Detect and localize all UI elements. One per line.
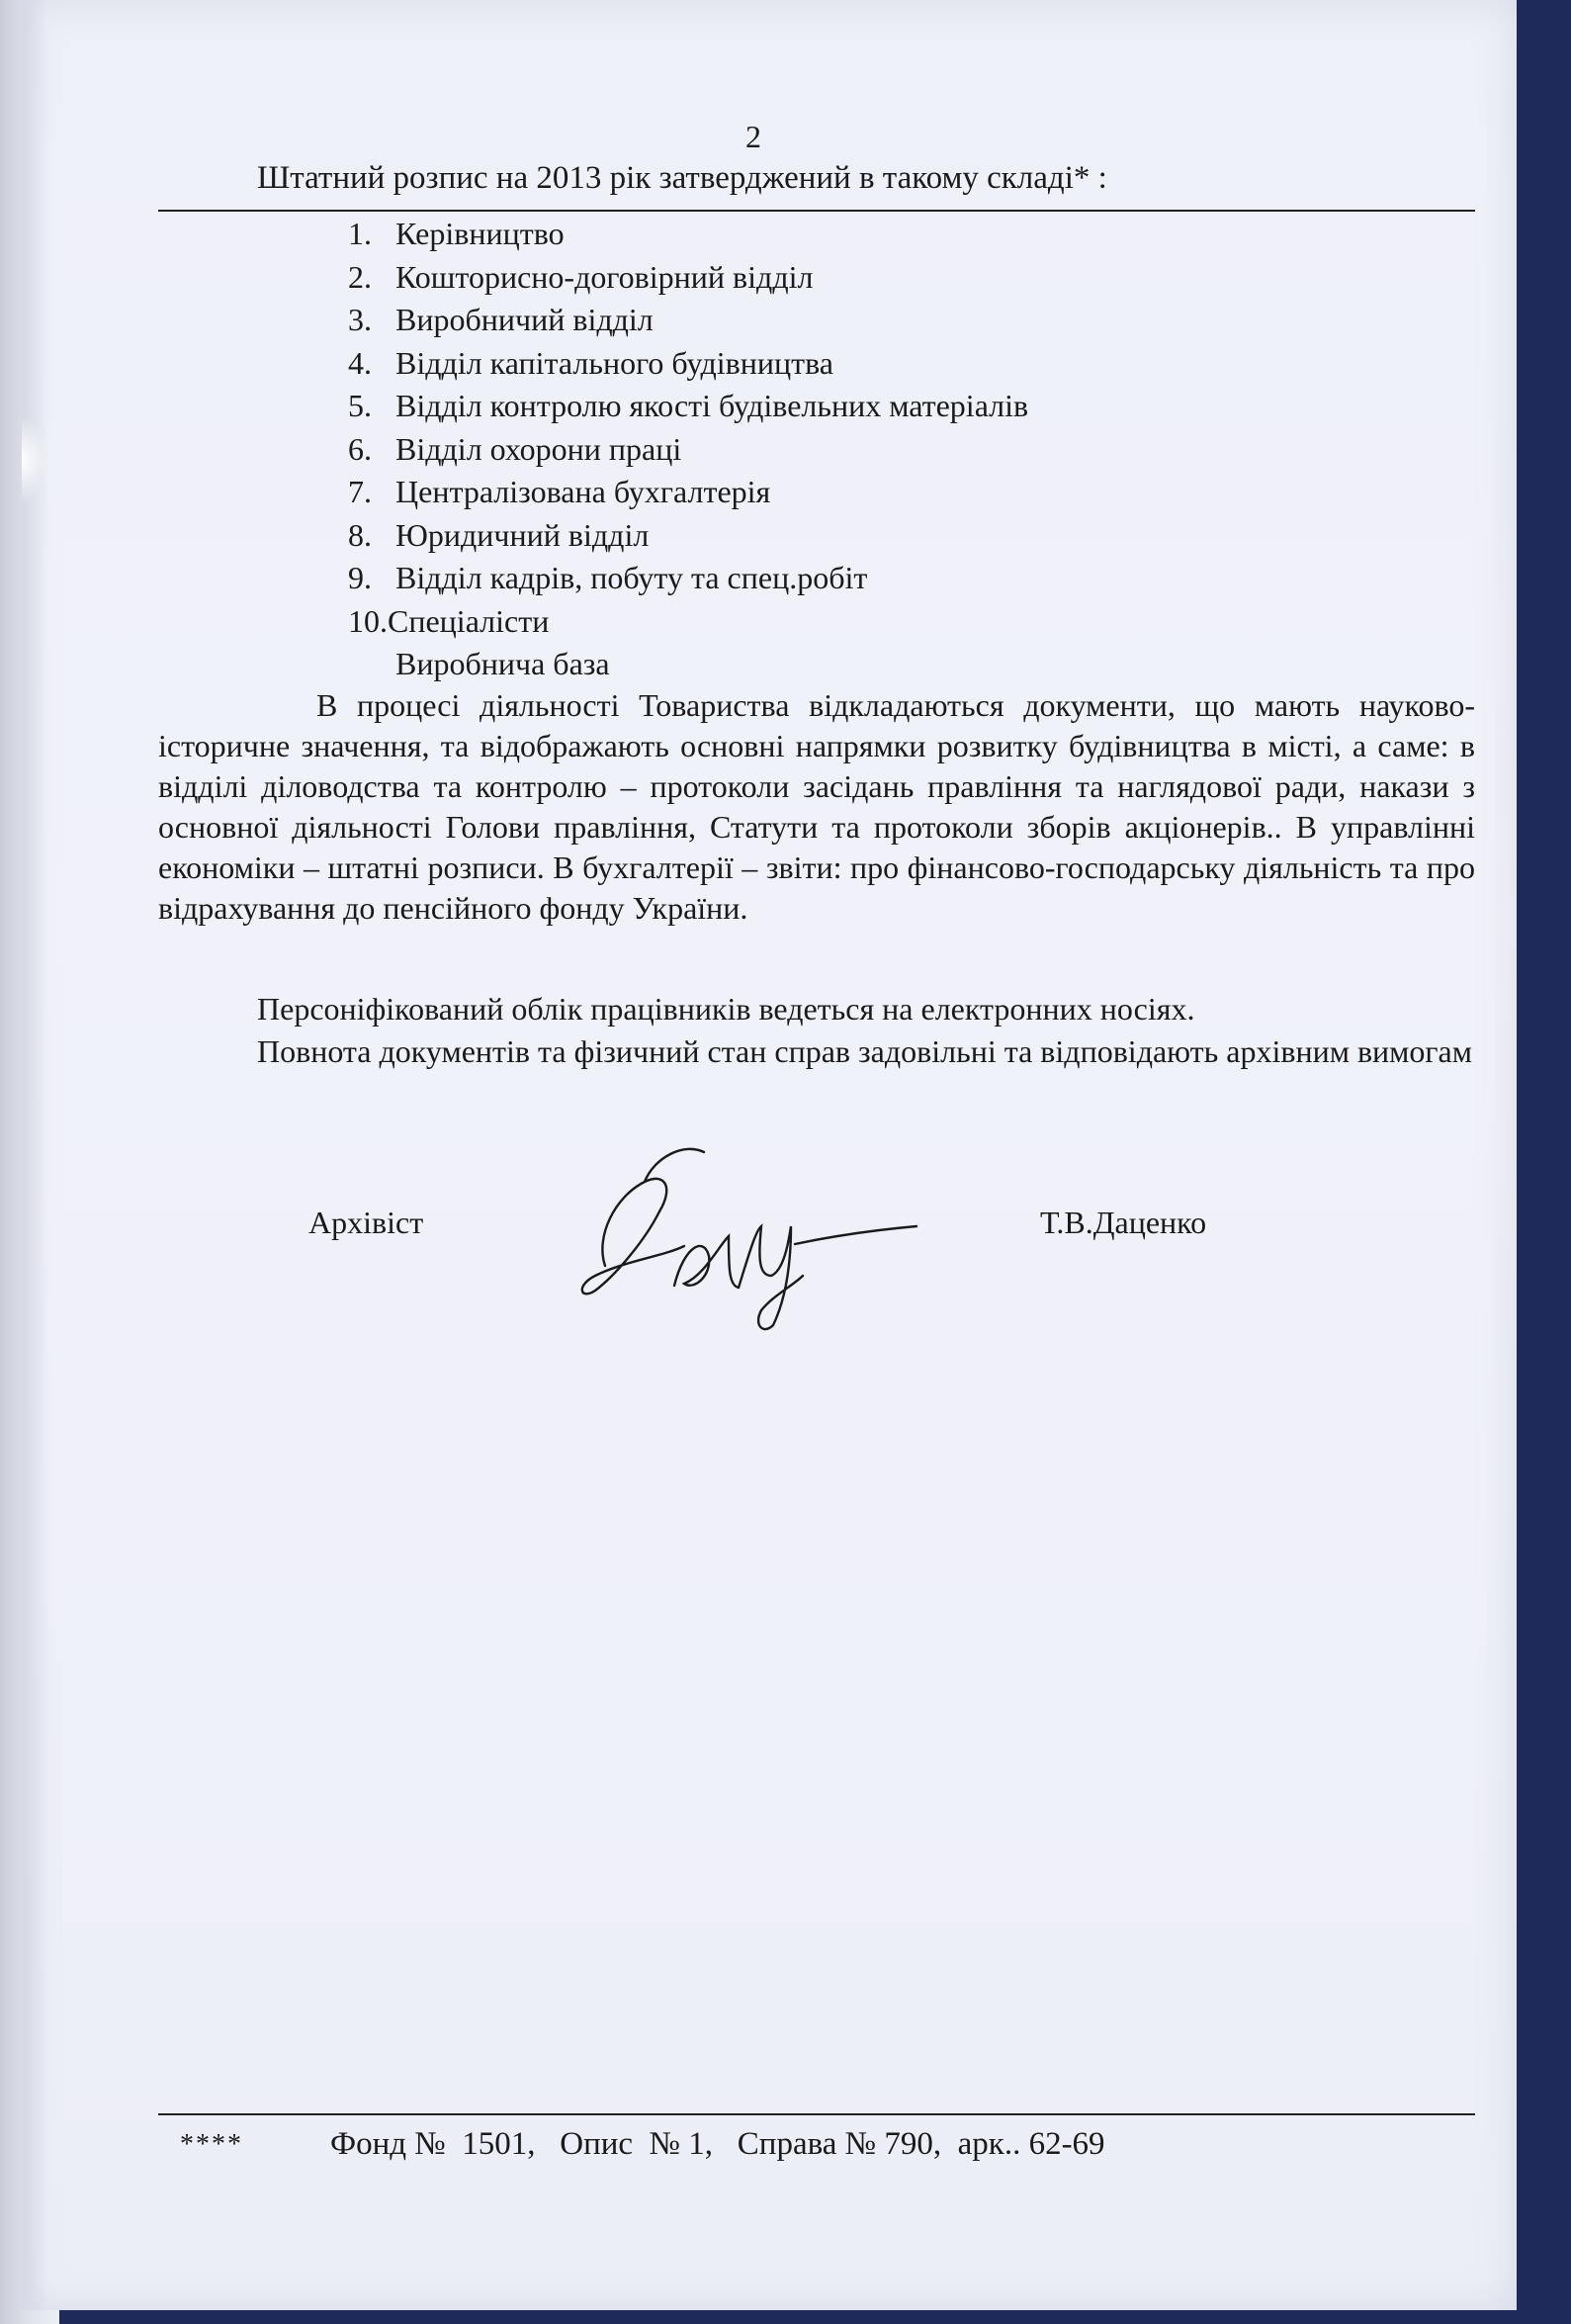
heading-rule bbox=[158, 210, 1475, 212]
list-item-label: Відділ кадрів, побуту та спец.робіт bbox=[395, 560, 868, 595]
list-item bbox=[348, 299, 1028, 342]
signatory-role: Архівіст bbox=[308, 1205, 424, 1240]
list-item bbox=[348, 600, 1028, 644]
list-item-label: Відділ капітального будівництва bbox=[395, 344, 833, 381]
list-item-label: Відділ охорони праці bbox=[395, 430, 682, 467]
document-page bbox=[22, 0, 1517, 2310]
activity-paragraph: В процесі діяльності Товариства відкладаються документи, що мають науково-історичне значення, та відображають основні напрямки розвитку будівництва в місті, а саме: в відділі діловодства та контролю – протоколи засідань правління та наглядової ради, накази з основної діяльності Голови правління, Статути та протоколи зборів акціонерів.. В управлінні економіки – штатні розписи. В бухгалтерії – звіти: про фінансово-господарську діяльність та про відрахування до пенсійного фонду України. bbox=[158, 687, 1475, 926]
list-item-number: 1. bbox=[348, 216, 372, 251]
document-heading: Штатний розпис на 2013 рік затверджений в такому складі* : bbox=[257, 160, 1107, 196]
list-item-label: Відділ контролю якості будівельних матеріалів bbox=[395, 388, 1029, 423]
list-item-label: Спеціалісти bbox=[388, 602, 550, 639]
footnote-reference: Фонд № 1501, Опис № 1, Справа № 790, арк.. 62-69 bbox=[330, 2126, 1105, 2162]
personnel-paragraph: Персоніфікований облік працівників ведеться на електронних носіях. bbox=[257, 991, 1195, 1027]
list-item bbox=[348, 514, 1028, 558]
handwritten-signature bbox=[536, 1127, 931, 1335]
list-item-number: 5. bbox=[348, 388, 372, 423]
list-item-label: Виробничий відділ bbox=[395, 302, 654, 337]
list-item bbox=[348, 471, 1028, 514]
list-item-number: 4. bbox=[348, 344, 372, 381]
list-item bbox=[348, 557, 1028, 600]
list-item-label: Керівництво bbox=[395, 216, 565, 251]
list-item bbox=[348, 385, 1028, 428]
list-item-number: 8. bbox=[348, 516, 372, 553]
list-item-number: 6. bbox=[348, 430, 372, 467]
list-item bbox=[348, 256, 1028, 300]
paper-scuff bbox=[22, 415, 47, 504]
list-item-number: 2. bbox=[348, 258, 372, 295]
footnote-rule bbox=[158, 2113, 1475, 2115]
completeness-paragraph: Повнота документів та фізичний стан справ задовільні та відповідають архівним вимогам bbox=[257, 1033, 1472, 1069]
list-item-label: Юридичний відділ bbox=[395, 516, 650, 553]
list-item bbox=[348, 428, 1028, 472]
signatory-name: Т.В.Даценко bbox=[1040, 1205, 1207, 1240]
list-item-number: 9. bbox=[348, 560, 372, 595]
list-subitem: Виробнича база bbox=[395, 646, 610, 681]
list-item bbox=[348, 213, 1028, 256]
page-number: 2 bbox=[745, 119, 761, 154]
list-item-number: 7. bbox=[348, 474, 372, 509]
page-edge bbox=[22, 0, 47, 2310]
department-list bbox=[348, 213, 1028, 686]
list-item-label: Кошторисно-договірний відділ bbox=[395, 258, 814, 295]
list-item bbox=[348, 342, 1028, 386]
list-item-number: 3. bbox=[348, 302, 372, 337]
footnote-mark: **** bbox=[180, 2129, 243, 2160]
list-item-label: Централізована бухгалтерія bbox=[395, 474, 771, 509]
list-item-number: 10. bbox=[348, 602, 388, 639]
